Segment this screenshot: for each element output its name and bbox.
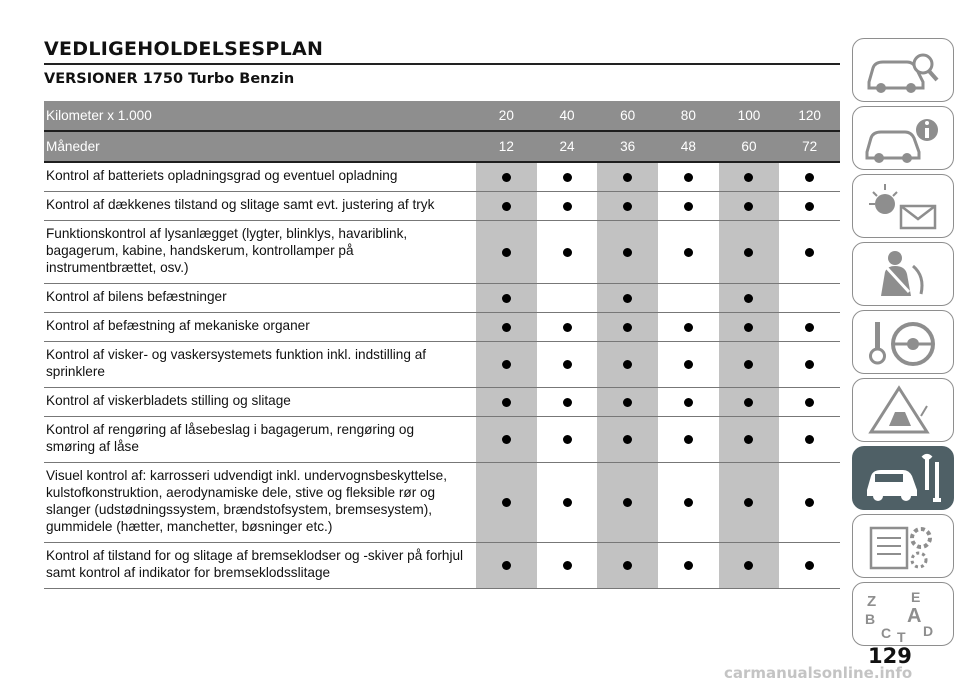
interval-cell <box>779 221 840 284</box>
alphabetical-index-icon <box>861 586 945 642</box>
table-row <box>44 417 840 463</box>
check-dot-icon <box>563 561 572 570</box>
interval-cell <box>779 417 840 463</box>
header-interval-value: 40 <box>537 101 598 131</box>
check-dot-icon <box>684 173 693 182</box>
operation-label: Kontrol af bilens befæstninger <box>44 284 476 313</box>
check-dot-icon <box>744 173 753 182</box>
header-interval-value: 36 <box>597 131 658 162</box>
check-dot-icon <box>502 398 511 407</box>
check-dot-icon <box>563 248 572 257</box>
header-interval-value: 48 <box>658 131 719 162</box>
car-wrench-icon <box>861 450 945 506</box>
check-dot-icon <box>684 360 693 369</box>
interval-cell <box>779 463 840 543</box>
interval-cell <box>537 388 598 417</box>
interval-cell <box>779 162 840 192</box>
check-dot-icon <box>623 398 632 407</box>
interval-cell <box>537 284 598 313</box>
check-dot-icon <box>502 294 511 303</box>
check-dot-icon <box>623 561 632 570</box>
interval-cell <box>779 192 840 221</box>
check-dot-icon <box>563 360 572 369</box>
operation-label: Kontrol af rengøring af låsebeslag i bagagerum, rengøring og smøring af låse <box>44 417 476 463</box>
interval-cell <box>779 388 840 417</box>
check-dot-icon <box>623 173 632 182</box>
interval-cell <box>597 388 658 417</box>
tab-starting-driving[interactable] <box>852 310 954 374</box>
check-dot-icon <box>805 498 814 507</box>
tab-maintenance[interactable] <box>852 446 954 510</box>
interval-cell <box>537 221 598 284</box>
tab-safety[interactable] <box>852 242 954 306</box>
car-search-icon <box>861 42 945 98</box>
table-row <box>44 342 840 388</box>
check-dot-icon <box>744 498 753 507</box>
interval-cell <box>597 192 658 221</box>
steering-wheel-key-icon <box>861 314 945 370</box>
interval-cell <box>476 543 537 589</box>
check-dot-icon <box>563 202 572 211</box>
check-dot-icon <box>805 323 814 332</box>
interval-cell <box>597 543 658 589</box>
header-interval-value: 24 <box>537 131 598 162</box>
header-label: Kilometer x 1.000 <box>44 101 476 131</box>
interval-cell <box>719 463 780 543</box>
check-dot-icon <box>684 498 693 507</box>
tab-car-info[interactable] <box>852 106 954 170</box>
table-row <box>44 543 840 589</box>
interval-cell <box>476 417 537 463</box>
interval-cell <box>476 388 537 417</box>
check-dot-icon <box>563 398 572 407</box>
interval-cell <box>597 162 658 192</box>
interval-cell <box>537 162 598 192</box>
check-dot-icon <box>502 323 511 332</box>
tab-index[interactable] <box>852 582 954 646</box>
check-dot-icon <box>684 398 693 407</box>
operation-label: Kontrol af tilstand for og slitage af bremseklodser og -skiver på forhjul samt kontrol af indikator for bremseklodsslitage <box>44 543 476 589</box>
tab-emergency[interactable] <box>852 378 954 442</box>
operation-label: Visuel kontrol af: karrosseri udvendigt inkl. undervognsbeskyttelse, kulstofkonstruktion, aerodynamiske dele, stive og fleksible rør og slanger (udstødningssystem, brændstofsystem, bremsesystem), gummidele (hætter, manchetter, bøsninger etc.) <box>44 463 476 543</box>
interval-cell <box>719 284 780 313</box>
header-row <box>44 101 840 131</box>
page-title: VEDLIGEHOLDELSESPLAN <box>44 38 840 65</box>
main-content <box>44 38 840 589</box>
table-row <box>44 221 840 284</box>
header-label: Måneder <box>44 131 476 162</box>
check-dot-icon <box>502 248 511 257</box>
interval-cell <box>537 417 598 463</box>
check-dot-icon <box>502 360 511 369</box>
tab-specifications[interactable] <box>852 514 954 578</box>
table-row <box>44 313 840 342</box>
interval-cell <box>719 388 780 417</box>
table-row <box>44 284 840 313</box>
interval-cell <box>476 342 537 388</box>
check-dot-icon <box>502 173 511 182</box>
svg-text:D: D <box>923 623 934 639</box>
page-subtitle: VERSIONER 1750 Turbo Benzin <box>44 71 295 87</box>
interval-cell <box>658 388 719 417</box>
check-dot-icon <box>805 248 814 257</box>
interval-cell <box>537 543 598 589</box>
operation-label: Kontrol af befæstning af mekaniske organer <box>44 313 476 342</box>
interval-cell <box>719 543 780 589</box>
header-row <box>44 131 840 162</box>
check-dot-icon <box>744 435 753 444</box>
interval-cell <box>719 192 780 221</box>
interval-cell <box>658 221 719 284</box>
interval-cell <box>537 463 598 543</box>
interval-cell <box>719 313 780 342</box>
interval-cell <box>597 284 658 313</box>
header-interval-value: 72 <box>779 131 840 162</box>
check-dot-icon <box>623 435 632 444</box>
svg-text:E: E <box>911 589 921 605</box>
interval-cell <box>476 313 537 342</box>
interval-cell <box>719 221 780 284</box>
table-row <box>44 463 840 543</box>
interval-cell <box>779 342 840 388</box>
check-dot-icon <box>805 435 814 444</box>
interval-cell <box>537 192 598 221</box>
table-row <box>44 388 840 417</box>
interval-cell <box>658 342 719 388</box>
check-dot-icon <box>623 323 632 332</box>
check-dot-icon <box>684 435 693 444</box>
operation-label: Funktionskontrol af lysanlægget (lygter, blinklys, havariblink, bagagerum, kabine, handskerum, kontrollamper på instrumentbrættet, osv.) <box>44 221 476 284</box>
header-interval-value: 100 <box>719 101 780 131</box>
check-dot-icon <box>623 498 632 507</box>
page-number: 129 <box>868 644 912 668</box>
operation-label: Kontrol af batteriets opladningsgrad og eventuel opladning <box>44 162 476 192</box>
chapter-sidebar <box>852 38 954 650</box>
interval-cell <box>779 313 840 342</box>
check-dot-icon <box>563 435 572 444</box>
interval-cell <box>476 221 537 284</box>
check-dot-icon <box>744 248 753 257</box>
check-dot-icon <box>502 202 511 211</box>
check-dot-icon <box>563 498 572 507</box>
check-dot-icon <box>684 323 693 332</box>
interval-cell <box>597 463 658 543</box>
check-dot-icon <box>744 561 753 570</box>
check-dot-icon <box>502 435 511 444</box>
check-dot-icon <box>563 173 572 182</box>
check-dot-icon <box>502 498 511 507</box>
check-dot-icon <box>502 561 511 570</box>
svg-text:Z: Z <box>867 593 877 610</box>
interval-cell <box>537 342 598 388</box>
check-dot-icon <box>623 202 632 211</box>
interval-cell <box>658 284 719 313</box>
check-dot-icon <box>744 202 753 211</box>
watermark: carmanualsonline.info <box>724 664 913 682</box>
check-dot-icon <box>805 360 814 369</box>
header-interval-value: 60 <box>597 101 658 131</box>
interval-cell <box>658 543 719 589</box>
svg-text:T: T <box>897 629 906 642</box>
interval-cell <box>597 313 658 342</box>
check-dot-icon <box>744 398 753 407</box>
interval-cell <box>779 543 840 589</box>
interval-cell <box>658 192 719 221</box>
interval-cell <box>476 192 537 221</box>
check-dot-icon <box>744 323 753 332</box>
seatbelt-person-icon <box>861 246 945 302</box>
check-dot-icon <box>563 323 572 332</box>
interval-cell <box>658 417 719 463</box>
interval-cell <box>719 417 780 463</box>
svg-text:A: A <box>907 605 922 627</box>
check-dot-icon <box>684 202 693 211</box>
header-interval-value: 120 <box>779 101 840 131</box>
interval-cell <box>597 221 658 284</box>
road-warning-icon <box>861 382 945 438</box>
check-dot-icon <box>623 360 632 369</box>
interval-cell <box>597 417 658 463</box>
header-interval-value: 12 <box>476 131 537 162</box>
interval-cell <box>658 313 719 342</box>
interval-cell <box>658 463 719 543</box>
interval-cell <box>537 313 598 342</box>
interval-cell <box>476 284 537 313</box>
interval-cell <box>476 162 537 192</box>
check-dot-icon <box>623 294 632 303</box>
check-dot-icon <box>623 248 632 257</box>
check-dot-icon <box>805 398 814 407</box>
table-row <box>44 162 840 192</box>
interval-cell <box>597 342 658 388</box>
header-interval-value: 20 <box>476 101 537 131</box>
specs-gear-icon <box>861 518 945 574</box>
tab-car-search[interactable] <box>852 38 954 102</box>
header-interval-value: 60 <box>719 131 780 162</box>
header-interval-value: 80 <box>658 101 719 131</box>
interval-cell <box>719 162 780 192</box>
interval-cell <box>779 284 840 313</box>
svg-text:B: B <box>865 611 876 627</box>
check-dot-icon <box>744 294 753 303</box>
check-dot-icon <box>805 202 814 211</box>
svg-text:C: C <box>881 625 892 641</box>
check-dot-icon <box>744 360 753 369</box>
check-dot-icon <box>805 561 814 570</box>
interval-cell <box>658 162 719 192</box>
check-dot-icon <box>805 173 814 182</box>
operation-label: Kontrol af visker- og vaskersystemets funktion inkl. indstilling af sprinklere <box>44 342 476 388</box>
check-dot-icon <box>684 561 693 570</box>
car-info-icon <box>861 110 945 166</box>
operation-label: Kontrol af dækkenes tilstand og slitage samt evt. justering af tryk <box>44 192 476 221</box>
tab-warning-lights[interactable] <box>852 174 954 238</box>
maintenance-table <box>44 101 840 589</box>
operation-label: Kontrol af viskerbladets stilling og slitage <box>44 388 476 417</box>
check-dot-icon <box>684 248 693 257</box>
table-row <box>44 192 840 221</box>
interval-cell <box>719 342 780 388</box>
interval-cell <box>476 463 537 543</box>
warning-light-icon <box>861 178 945 234</box>
